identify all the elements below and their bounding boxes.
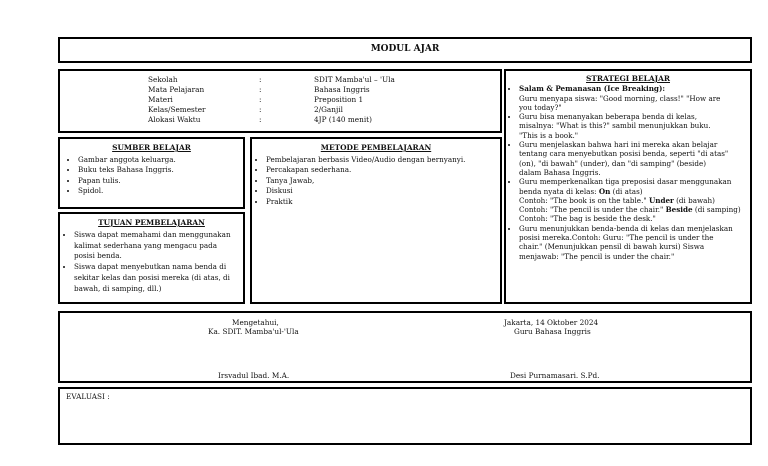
list-item: • Gambar anggota keluarga.	[78, 155, 239, 166]
strategi-line: tentang cara menyebutkan posisi benda, seperti "di atas"	[519, 149, 729, 159]
list-item	[519, 112, 746, 140]
info-value: Bahasa Inggris	[314, 85, 370, 94]
info-label: Alokasi Waktu	[148, 115, 201, 124]
strategi-line	[519, 187, 746, 196]
list-item	[519, 224, 746, 261]
strategi-line: Guru menyapa siswa: "Good morning, class!" "How are	[519, 93, 721, 103]
sumber-list	[64, 155, 239, 197]
info-label: Sekolah	[148, 75, 178, 84]
sign-left-name: Irsvadul Ibad. M.A.	[218, 371, 290, 380]
info-value: SDIT Mamba'ul – 'Ula	[314, 75, 395, 84]
preposition-on: On	[598, 186, 611, 196]
preposition-under: Under	[648, 195, 674, 205]
list-item: • Diskusi	[266, 186, 496, 197]
strategi-line	[519, 196, 746, 205]
strategi-line: • Guru memperkenalkan tiga preposisi dasar menggunakan	[519, 177, 732, 187]
info-row	[60, 115, 500, 125]
info-value: 4JP (140 menit)	[314, 115, 372, 124]
strategi-line: dalam Bahasa Inggris.	[519, 167, 601, 177]
strategi-text: benda nyata di kelas:	[519, 186, 599, 196]
sign-left-line2: Ka. SDIT. Mamba'ul-'Ula	[208, 327, 299, 336]
list-item	[519, 84, 746, 112]
strategi-heading: STRATEGI BELAJAR	[586, 74, 670, 83]
tujuan-line: kalimat sederhana yang mengacu pada	[74, 240, 218, 250]
metode-pembelajaran-box	[250, 137, 502, 304]
info-colon: :	[259, 75, 262, 84]
info-row	[60, 95, 500, 105]
strategi-text: (di atas)	[610, 186, 643, 196]
tujuan-line: sekitar kelas dan posisi mereka (di atas, di	[74, 272, 230, 282]
info-label: Materi	[148, 95, 173, 104]
list-item	[519, 140, 746, 177]
strategi-list	[510, 84, 746, 261]
tujuan-line: bawah, di samping, dll.)	[74, 283, 162, 293]
list-item: • Tanya Jawab,	[266, 176, 496, 187]
sign-right-line2: Guru Bahasa Inggris	[514, 327, 591, 336]
strategi-line: misalnya: "What is this?" sambil menunjukkan buku.	[519, 121, 711, 131]
strategi-line: menjawab: "The pencil is under the chair."	[519, 251, 675, 261]
tujuan-line: • Siswa dapat memahami dan menggunakan	[74, 229, 231, 239]
identity-info-box	[58, 69, 502, 133]
page-title: MODUL AJAR	[370, 44, 440, 54]
strategi-line: chair." (Menunjukkan pensil di bawah kursi) Siswa	[519, 242, 705, 252]
strategi-text: (di samping)	[692, 205, 741, 215]
strategi-text: (di bawah)	[673, 195, 715, 205]
info-label: Mata Pelajaran	[148, 85, 205, 94]
metode-heading: METODE PEMBELAJARAN	[320, 143, 432, 152]
list-item: • Pembelajaran berbasis Video/Audio dengan bernyanyi.	[266, 155, 496, 166]
sumber-heading: SUMBER BELAJAR	[112, 143, 191, 152]
strategi-item1-title: Salam & Pemanasan (Ice Breaking):	[519, 84, 666, 94]
sign-left-line1: Mengetahui,	[232, 318, 279, 327]
strategi-belajar-box	[504, 69, 752, 304]
list-item	[519, 177, 746, 223]
tujuan-list	[64, 230, 239, 295]
title-box	[58, 37, 752, 63]
metode-list	[256, 155, 496, 208]
sumber-belajar-box	[58, 137, 245, 209]
list-item	[74, 230, 239, 262]
strategi-line: Contoh: "The bag is beside the desk."	[519, 214, 656, 224]
signature-box	[58, 311, 752, 383]
sign-right-line1: Jakarta, 14 Oktober 2024	[504, 318, 599, 327]
list-item: • Praktik	[266, 197, 496, 208]
strategi-line: posisi mereka.Contoh: Guru: "The pencil is under the	[519, 233, 714, 243]
list-item: • Buku teks Bahasa Inggris.	[78, 165, 239, 176]
tujuan-line: • Siswa dapat menyebutkan nama benda di	[74, 262, 227, 272]
info-value: 2/Ganjil	[314, 105, 343, 114]
strategi-line: • Guru menunjukkan benda-benda di kelas dan menjelaskan	[519, 223, 733, 233]
info-colon: :	[259, 85, 262, 94]
strategi-text: Contoh: "The pencil is under the chair."	[519, 205, 666, 215]
info-row	[60, 105, 500, 115]
sign-right-name: Desi Purnamasari. S.Pd.	[510, 371, 600, 380]
evaluasi-label: EVALUASI :	[66, 392, 110, 401]
tujuan-pembelajaran-box	[58, 212, 245, 304]
strategi-line: you today?"	[519, 102, 562, 112]
info-value: Preposition 1	[314, 95, 364, 104]
strategi-text: Contoh: "The book is on the table."	[519, 195, 649, 205]
info-label: Kelas/Semester	[148, 105, 206, 114]
info-colon: :	[259, 115, 262, 124]
tujuan-line: posisi benda.	[74, 251, 122, 261]
preposition-beside: Beside	[665, 205, 693, 215]
list-item	[74, 262, 239, 294]
list-item: • Percakapan sederhana.	[266, 165, 496, 176]
strategi-line: • Guru bisa menanyakan beberapa benda di kelas,	[519, 112, 697, 122]
evaluasi-box	[58, 387, 752, 445]
strategi-line	[519, 205, 746, 214]
strategi-line: • Guru menjelaskan bahwa hari ini mereka akan belajar	[519, 140, 718, 150]
tujuan-heading: TUJUAN PEMBELAJARAN	[98, 218, 205, 227]
info-colon: :	[259, 105, 262, 114]
strategi-line: "This is a book."	[519, 130, 579, 140]
strategi-line: (on), "di bawah" (under), dan "di samping" (beside)	[519, 158, 706, 168]
list-item: • Spidol.	[78, 186, 239, 197]
info-colon: :	[259, 95, 262, 104]
info-row	[60, 75, 500, 85]
list-item: • Papan tulis.	[78, 176, 239, 187]
info-row	[60, 85, 500, 95]
